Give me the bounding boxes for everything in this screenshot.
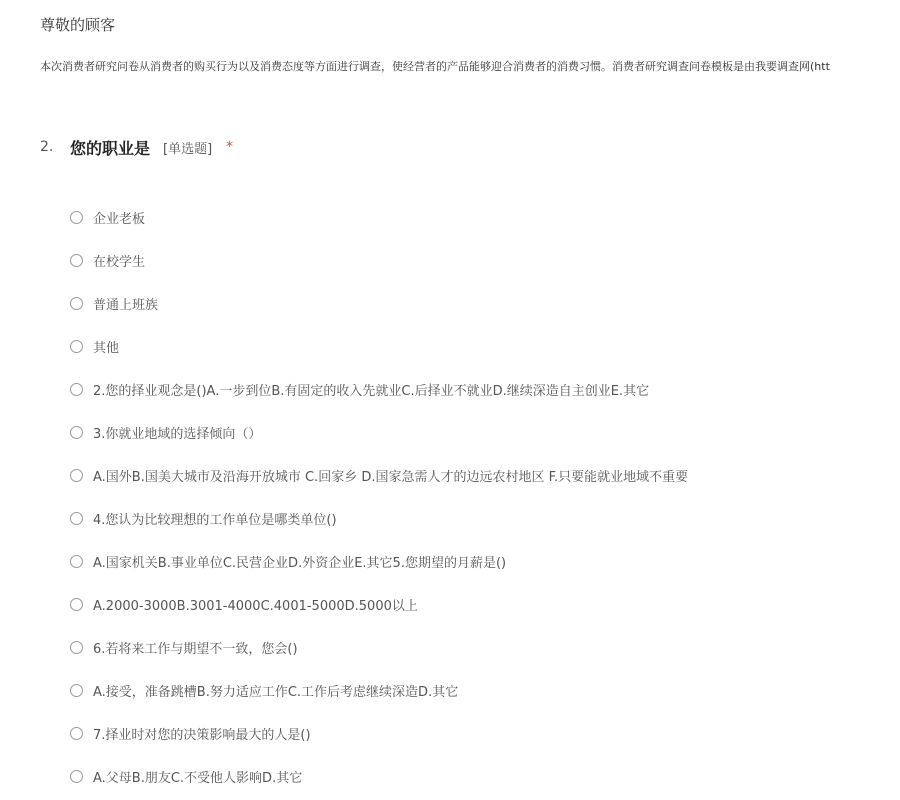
option-label: 在校学生 bbox=[93, 255, 146, 270]
question-header bbox=[40, 134, 233, 160]
radio-button[interactable] bbox=[70, 684, 83, 697]
radio-button[interactable] bbox=[70, 512, 83, 525]
radio-button[interactable] bbox=[70, 770, 83, 783]
question-title: 您的职业是 bbox=[70, 138, 151, 158]
option-label: 4.您认为比较理想的工作单位是哪类单位() bbox=[93, 513, 337, 528]
option-item[interactable] bbox=[70, 454, 688, 497]
option-item[interactable] bbox=[70, 282, 688, 325]
option-label: A.国家机关B.事业单位C.民营企业D.外资企业E.其它5.您期望的月薪是() bbox=[93, 556, 507, 571]
option-label: 企业老板 bbox=[93, 212, 146, 227]
option-item[interactable] bbox=[70, 669, 688, 712]
option-item[interactable] bbox=[70, 540, 688, 583]
radio-button[interactable] bbox=[70, 426, 83, 439]
radio-button[interactable] bbox=[70, 340, 83, 353]
option-label: 3.你就业地域的选择倾向（） bbox=[93, 427, 262, 442]
question-number: 2. bbox=[40, 139, 54, 155]
radio-button[interactable] bbox=[70, 254, 83, 267]
option-item[interactable] bbox=[70, 368, 688, 411]
radio-button[interactable] bbox=[70, 727, 83, 740]
option-item[interactable] bbox=[70, 196, 688, 239]
radio-button[interactable] bbox=[70, 469, 83, 482]
option-label: A.接受，准备跳槽B.努力适应工作C.工作后考虑继续深造D.其它 bbox=[93, 685, 459, 700]
greeting-heading: 尊敬的顾客 bbox=[40, 16, 116, 34]
survey-intro-text: 本次消费者研究问卷从消费者的购买行为以及消费态度等方面进行调查，使经营者的产品能够迎合消费者的消费习惯。消费者研究调查问卷模板是由我要调查网(htt bbox=[40, 60, 830, 73]
option-item[interactable] bbox=[70, 239, 688, 282]
option-label: A.国外B.国美大城市及沿海开放城市 C.回家乡 D.国家急需人才的边远农村地区 F.只要能就业地域不重要 bbox=[93, 470, 689, 485]
option-label: A.父母B.朋友C.不受他人影响D.其它 bbox=[93, 771, 303, 786]
required-mark: * bbox=[226, 139, 234, 155]
option-item[interactable] bbox=[70, 583, 688, 626]
option-label: A.2000-3000B.3001-4000C.4001-5000D.5000以上 bbox=[93, 599, 418, 614]
option-item[interactable] bbox=[70, 626, 688, 669]
option-label: 6.若将来工作与期望不一致，您会() bbox=[93, 642, 298, 657]
option-label: 普通上班族 bbox=[93, 298, 159, 313]
question-type-label: [单选题] bbox=[163, 141, 213, 157]
option-label: 7.择业时对您的决策影响最大的人是() bbox=[93, 728, 311, 743]
radio-button[interactable] bbox=[70, 555, 83, 568]
radio-button[interactable] bbox=[70, 297, 83, 310]
option-label: 其他 bbox=[93, 341, 120, 356]
radio-button[interactable] bbox=[70, 211, 83, 224]
option-item[interactable] bbox=[70, 712, 688, 755]
option-list bbox=[70, 196, 688, 798]
radio-button[interactable] bbox=[70, 598, 83, 611]
option-item[interactable] bbox=[70, 411, 688, 454]
option-item[interactable] bbox=[70, 497, 688, 540]
option-item[interactable] bbox=[70, 755, 688, 798]
radio-button[interactable] bbox=[70, 641, 83, 654]
option-item[interactable] bbox=[70, 325, 688, 368]
radio-button[interactable] bbox=[70, 383, 83, 396]
option-label: 2.您的择业观念是()A.一步到位B.有固定的收入先就业C.后择业不就业D.继续深造自主创业E.其它 bbox=[93, 384, 650, 399]
